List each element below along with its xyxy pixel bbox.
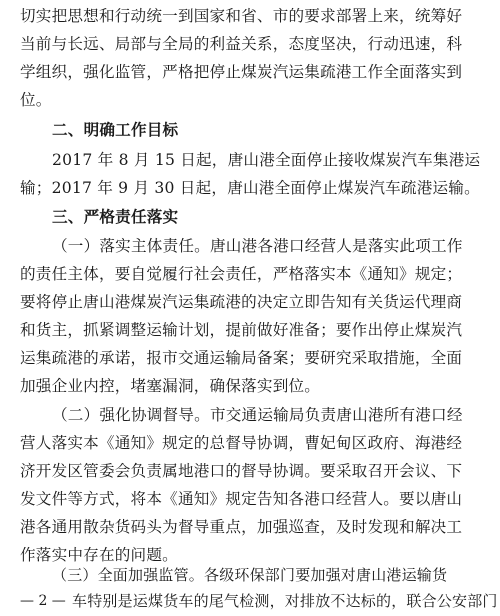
intro-line-3: 学组织，强化监管，严格把停止煤炭汽运集疏港工作全面落实到 [20, 63, 463, 81]
item-1-line-5: 运集疏港的承诺，报市交通运输局备案；要研究采取措施，全面 [20, 349, 463, 367]
item-2-line-1: （二）强化协调督导。市交通运输局负责唐山港所有港口经 [52, 406, 463, 424]
section-3-heading: 三、严格责任落实 [52, 208, 179, 226]
item-2-line-3: 济开发区管委会负责属地港口的督导协调。要采取召开会议、下 [20, 462, 463, 480]
item-2-line-2: 营人落实本《通知》规定的总督导协调，曹妃甸区政府、海港经 [20, 434, 463, 452]
section-2-line-2: 输；2017 年 9 月 30 日起，唐山港全面停止煤炭汽车疏港运输。 [20, 179, 480, 197]
section-2-heading: 二、明确工作目标 [52, 121, 179, 139]
item-2-line-6: 作落实中存在的问题。 [20, 546, 178, 564]
item-3-line-2: 车特别是运煤货车的尾气检测，对排放不达标的，联合公安部门 [72, 592, 498, 610]
item-1-line-2: 的责任主体，要自觉履行社会责任，严格落实本《通知》规定； [20, 265, 463, 283]
section-2-line-1: 2017 年 8 月 15 日起，唐山港全面停止接收煤炭汽车集港运 [52, 151, 481, 169]
intro-line-2: 当前与长远、局部与全局的利益关系，态度坚决，行动迅速，科 [20, 35, 463, 53]
item-1-line-6: 加强企业内控，堵塞漏洞，确保落实到位。 [20, 377, 321, 395]
item-2-line-4: 发文件等方式，将本《通知》规定告知各港口经营人。要以唐山 [20, 490, 463, 508]
page-number: — 2 — [20, 593, 66, 609]
intro-line-1: 切实把思想和行动统一到国家和省、市的要求部署上来，统筹好 [20, 7, 463, 25]
item-1-line-3: 要将停止唐山港煤炭汽运集疏港的决定立即告知有关货运代理商 [20, 293, 463, 311]
intro-line-4: 位。 [20, 91, 52, 109]
item-2-line-5: 港各通用散杂货码头为督导重点，加强巡查，及时发现和解决工 [20, 518, 463, 536]
item-3-line-1: （三）全面加强监管。各级环保部门要加强对唐山港运输货 [52, 566, 448, 584]
item-1-line-4: 和货主，抓紧调整运输计划，提前做好准备；要作出停止煤炭汽 [20, 321, 463, 339]
item-1-line-1: （一）落实主体责任。唐山港各港口经营人是落实此项工作 [52, 237, 463, 255]
